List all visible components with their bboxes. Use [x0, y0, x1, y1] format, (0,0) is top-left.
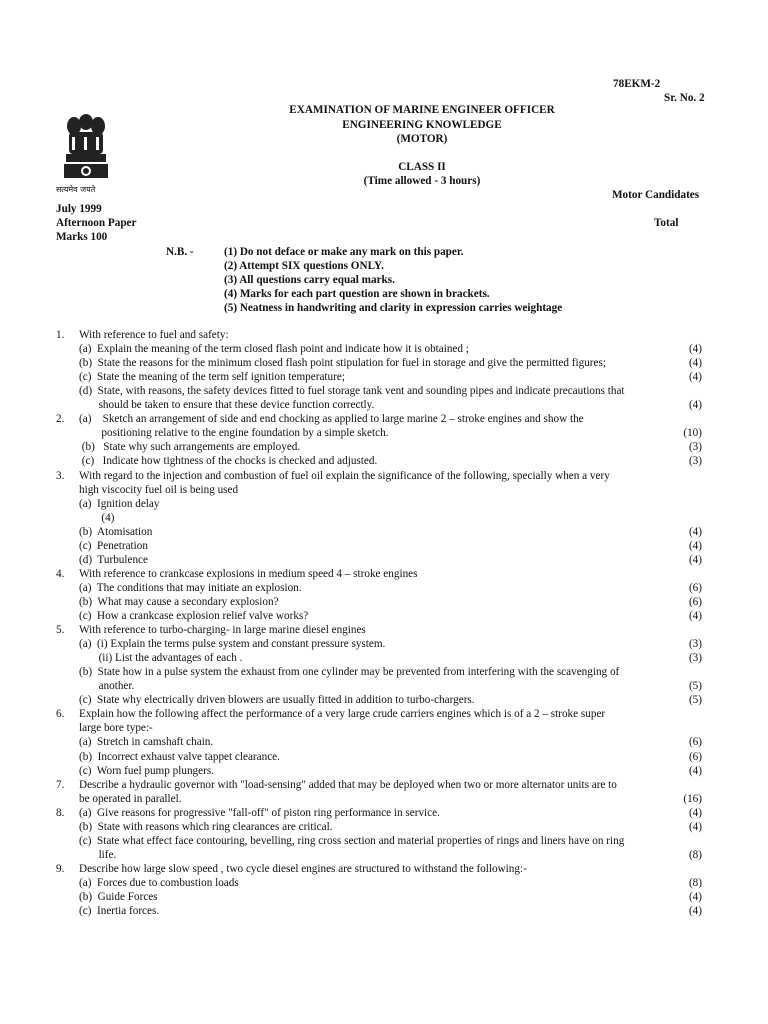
question-line: (a) Forces due to combustion loads: [79, 877, 239, 889]
question-number: 7.: [56, 779, 65, 791]
marks-value: (4): [688, 821, 702, 833]
marks-value: (4): [688, 905, 702, 917]
marks-value: (4): [688, 610, 702, 622]
question-line: Describe how large slow speed , two cycle diesel engines are structured to withstand the following:-: [79, 863, 527, 875]
nb-label: N.B. -: [166, 246, 194, 258]
marks-value: (3): [688, 455, 702, 467]
time-allowed: (Time allowed - 3 hours): [363, 175, 481, 187]
question-number: 6.: [56, 708, 65, 720]
marks-value: (5): [688, 694, 702, 706]
class-label: CLASS II: [398, 161, 446, 173]
question-line: (c) Worn fuel pump plungers.: [79, 765, 214, 777]
marks-value: (3): [688, 441, 702, 453]
question-line: (b) State with reasons which ring clearances are critical.: [79, 821, 333, 833]
marks-value: (4): [688, 343, 702, 355]
question-line: positioning relative to the engine foundation by a simple sketch.: [79, 427, 389, 439]
question-line: be operated in parallel.: [79, 793, 182, 805]
national-emblem-icon: [56, 106, 116, 196]
exam-date: July 1999: [56, 203, 102, 215]
emblem-caption: सत्यमेव जयते: [56, 185, 96, 194]
question-line: (a) Sketch an arrangement of side and end chocking as applied to large marine 2 – stroke engines and show the: [79, 413, 584, 425]
instruction-item: (1) Do not deface or make any mark on this paper.: [224, 246, 464, 258]
question-line: (a) Stretch in camshaft chain.: [79, 736, 214, 748]
marks-value: (4): [688, 807, 702, 819]
exam-title: EXAMINATION OF MARINE ENGINEER OFFICER: [289, 104, 555, 116]
paper-code: 78EKM-2: [613, 78, 661, 90]
question-line: (a) (i) Explain the terms pulse system and constant pressure system.: [79, 638, 386, 650]
marks-value: (6): [688, 596, 702, 608]
question-line: (b) Atomisation: [79, 526, 153, 538]
marks-value: (3): [688, 638, 702, 650]
question-line: (c) How a crankcase explosion relief valve works?: [79, 610, 309, 622]
subject-subtitle: (MOTOR): [396, 133, 448, 145]
marks-value: (4): [688, 371, 702, 383]
question-line: (c) Penetration: [79, 540, 148, 552]
question-line: large bore type:-: [79, 722, 153, 734]
question-line: With regard to the injection and combustion of fuel oil explain the significance of the following, specially when a very: [79, 470, 610, 482]
question-number: 3.: [56, 470, 65, 482]
question-line: (c) Indicate how tightness of the chocks is checked and adjusted.: [79, 455, 378, 467]
question-line: (c) State what effect face contouring, bevelling, ring cross section and material properties of rings and liners have on ring: [79, 835, 625, 847]
question-line: (d) State, with reasons, the safety devices fitted to fuel storage tank vent and sounding pipes and indicate precautions that: [79, 385, 625, 397]
marks-value: (4): [688, 554, 702, 566]
paper-session: Afternoon Paper: [56, 217, 137, 229]
serial-number: Sr. No. 2: [664, 92, 705, 104]
marks-value: (4): [688, 399, 702, 411]
question-line: high viscocity fuel oil is being used: [79, 484, 239, 496]
question-line: (c) State the meaning of the term self ignition temperature;: [79, 371, 345, 383]
question-line: (4): [79, 512, 115, 524]
instruction-item: (2) Attempt SIX questions ONLY.: [224, 260, 384, 272]
marks-value: (3): [688, 652, 702, 664]
marks-value: (6): [688, 751, 702, 763]
question-line: (a) Explain the meaning of the term closed flash point and indicate how it is obtained ;: [79, 343, 469, 355]
question-number: 8.: [56, 807, 65, 819]
question-number: 9.: [56, 863, 65, 875]
marks-value: (4): [688, 891, 702, 903]
question-line: (b) What may cause a secondary explosion?: [79, 596, 279, 608]
question-line: (c) Inertia forces.: [79, 905, 160, 917]
question-line: With reference to fuel and safety:: [79, 329, 229, 341]
marks-value: (6): [688, 736, 702, 748]
question-line: another.: [79, 680, 135, 692]
instruction-item: (4) Marks for each part question are shown in brackets.: [224, 288, 490, 300]
question-line: (a) Ignition delay: [79, 498, 160, 510]
instruction-item: (5) Neatness in handwriting and clarity in expression carries weightage: [224, 302, 563, 314]
marks-value: (8): [688, 849, 702, 861]
total-marks: Marks 100: [56, 231, 108, 243]
question-number: 5.: [56, 624, 65, 636]
question-line: (b) Guide Forces: [79, 891, 158, 903]
question-line: Explain how the following affect the performance of a very large crude carriers engines which is of a 2 – stroke super: [79, 708, 606, 720]
question-number: 1.: [56, 329, 65, 341]
question-line: (ii) List the advantages of each .: [79, 652, 243, 664]
question-line: (a) The conditions that may initiate an explosion.: [79, 582, 302, 594]
candidates-label: Motor Candidates: [612, 189, 700, 201]
question-line: With reference to turbo-charging- in large marine diesel engines: [79, 624, 366, 636]
question-line: With reference to crankcase explosions in medium speed 4 – stroke engines: [79, 568, 418, 580]
question-line: (c) State why electrically driven blowers are usually fitted in addition to turbo-chargers.: [79, 694, 475, 706]
question-line: Describe a hydraulic governor with "load-sensing" added that may be deployed when two or more alternator units are to: [79, 779, 617, 791]
question-line: (d) Turbulence: [79, 554, 148, 566]
question-line: (b) Incorrect exhaust valve tappet clearance.: [79, 751, 280, 763]
marks-value: (16): [683, 793, 702, 805]
marks-value: (10): [683, 427, 702, 439]
subject-title: ENGINEERING KNOWLEDGE: [342, 119, 502, 131]
question-number: 4.: [56, 568, 65, 580]
marks-value: (4): [688, 540, 702, 552]
total-label: Total: [654, 217, 679, 229]
question-line: (b) State why such arrangements are employed.: [79, 441, 301, 453]
marks-value: (4): [688, 357, 702, 369]
question-number: 2.: [56, 413, 65, 425]
question-line: (b) State the reasons for the minimum closed flash point stipulation for fuel in storage and give the permitted figures;: [79, 357, 606, 369]
instruction-item: (3) All questions carry equal marks.: [224, 274, 395, 286]
question-line: life.: [79, 849, 117, 861]
marks-value: (4): [688, 765, 702, 777]
marks-value: (5): [688, 680, 702, 692]
marks-value: (8): [688, 877, 702, 889]
question-line: (b) State how in a pulse system the exhaust from one cylinder may be prevented from interfering with the scavenging of: [79, 666, 620, 678]
question-line: should be taken to ensure that these device function correctly.: [79, 399, 375, 411]
marks-value: (6): [688, 582, 702, 594]
question-line: (a) Give reasons for progressive "fall-off" of piston ring performance in service.: [79, 807, 440, 819]
marks-value: (4): [688, 526, 702, 538]
